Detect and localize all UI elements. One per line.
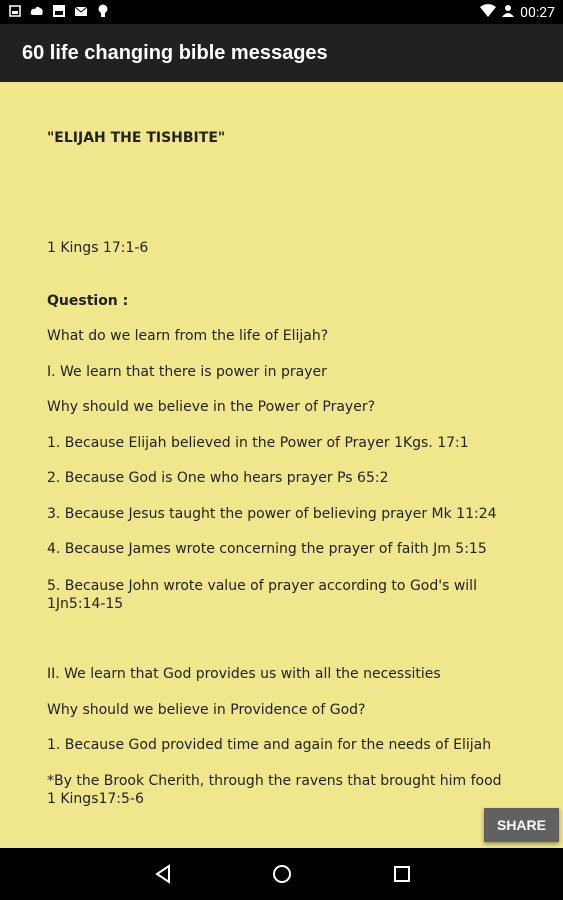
navigation-bar: [0, 848, 563, 900]
app-title: 60 life changing bible messages: [22, 42, 328, 64]
image-icon: [8, 4, 22, 18]
text-line: 4. Because James wrote concerning the prayer of faith Jm 5:15: [47, 541, 487, 557]
question-label: Question :: [47, 293, 129, 309]
recents-icon[interactable]: [390, 862, 414, 886]
text-line: 2. Because God is One who hears prayer Ps 65:2: [47, 470, 389, 486]
mail-icon: [74, 4, 88, 18]
lightbulb-icon: [96, 4, 110, 18]
scripture-reference: 1 Kings 17:1-6: [47, 240, 149, 256]
cloud-upload-icon: [30, 4, 44, 18]
text-line: Why should we believe in Providence of God?: [47, 702, 366, 718]
account-icon: [502, 4, 514, 22]
text-line: *By the Brook Cherith, through the ravens that brought him food 1 Kings17:5-6: [47, 773, 502, 807]
photo-icon: [52, 4, 66, 18]
message-title: "ELIJAH THE TISHBITE": [47, 130, 226, 146]
status-time: 00:27: [520, 5, 555, 21]
home-icon[interactable]: [270, 862, 294, 886]
text-line: 5. Because John wrote value of prayer according to God's will 1Jn5:14-15: [47, 578, 477, 612]
text-line: What do we learn from the life of Elijah?: [47, 328, 329, 344]
back-icon[interactable]: [152, 862, 176, 886]
text-line: 1. Because God provided time and again for the needs of Elijah: [47, 737, 492, 753]
content-area[interactable]: [0, 82, 563, 848]
text-line: II. We learn that God provides us with all the necessities: [47, 666, 441, 682]
wifi-icon: [480, 4, 496, 22]
status-bar: [0, 0, 563, 24]
text-line: 1. Because Elijah believed in the Power of Prayer 1Kgs. 17:1: [47, 435, 469, 451]
share-button[interactable]: SHARE: [484, 808, 559, 842]
text-line: 3. Because Jesus taught the power of believing prayer Mk 11:24: [47, 506, 497, 522]
app-bar: [0, 24, 563, 82]
text-line: Why should we believe in the Power of Prayer?: [47, 399, 376, 415]
text-line: I. We learn that there is power in prayer: [47, 364, 327, 380]
